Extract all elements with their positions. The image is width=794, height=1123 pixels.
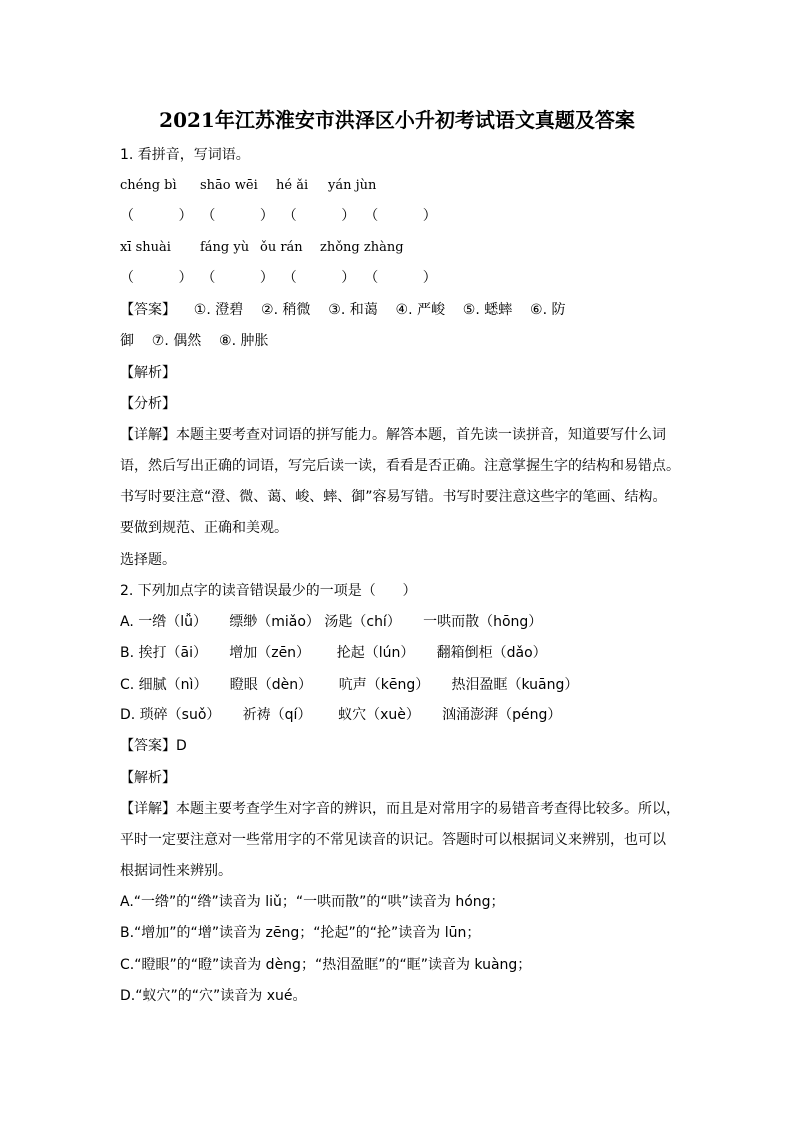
pinyin: yán jùn — [328, 178, 377, 193]
q2-stem: 2. 下列加点字的读音错误最少的一项是（ ） — [120, 583, 417, 599]
q2-detail-line: 根据词性来辨别。 — [120, 863, 232, 879]
q1-detail-line: 语，然后写出正确的词语，写完后读一读，看看是否正确。注意掌握生字的结构和易错点。 — [120, 458, 680, 474]
q2-option-a: A. 一绺（lǚ） 缥缈（miǎo） 汤匙（chí） 一哄而散（hōng） — [120, 614, 543, 630]
q1-detail-line: 要做到规范、正确和美观。 — [120, 520, 288, 536]
section-heading: 选择题。 — [120, 552, 176, 568]
q2-explanation-c: C.“瞪眼”的“瞪”读音为 dèng；“热泪盈眶”的“眶”读音为 kuàng； — [120, 957, 532, 973]
pinyin: hé ǎi — [276, 178, 309, 193]
pinyin: chéng bì — [120, 178, 177, 193]
document-title: 2021年江苏淮安市洪泽区小升初考试语文真题及答案 — [159, 108, 635, 132]
q2-option-b: B. 挨打（āi） 增加（zēn） 抡起（lún） 翻箱倒柜（dǎo） — [120, 645, 547, 661]
q1-blanks-row1: （ ） （ ） （ ） （ ） — [120, 208, 437, 224]
q1-stem: 1. 看拼音，写词语。 — [120, 147, 250, 163]
q1-fenxi-label: 【分析】 — [120, 396, 176, 412]
q2-explanation-a: A.“一绺”的“绺”读音为 liǔ；“一哄而散”的“哄”读音为 hóng； — [120, 894, 505, 910]
q1-answer: 【答案】 ①. 澄碧 ②. 稍微 ③. 和蔼 ④. 严峻 ⑤. 蟋蟀 ⑥. 防 — [120, 302, 566, 318]
q2-option-c: C. 细腻（nì） 瞪眼（dèn） 吭声（kēng） 热泪盈眶（kuāng） — [120, 677, 579, 693]
pinyin: ǒu rán — [260, 240, 303, 255]
q2-explanation-d: D.“蚁穴”的“穴”读音为 xué。 — [120, 988, 307, 1004]
q1-detail-line: 【详解】本题主要考查对词语的拼写能力。解答本题，首先读一读拼音，知道要写什么词 — [120, 427, 666, 443]
pinyin: shāo wēi — [200, 178, 258, 193]
pinyin: xī shuài — [120, 240, 171, 255]
q1-answer-cont: 御 ⑦. 偶然 ⑧. 肿胀 — [120, 333, 269, 349]
q2-detail-line: 【详解】本题主要考查学生对字音的辨识，而且是对常用字的易错音考查得比较多。所以， — [120, 801, 680, 817]
q1-detail-line: 书写时要注意“澄、微、蔼、峻、蟀、御”容易写错。书写时要注意这些字的笔画、结构。 — [120, 489, 667, 505]
q2-explanation-b: B.“增加”的“增”读音为 zēng；“抡起”的“抡”读音为 lūn； — [120, 925, 481, 941]
q1-blanks-row2: （ ） （ ） （ ） （ ） — [120, 270, 437, 286]
q2-answer: 【答案】D — [120, 738, 187, 754]
q2-detail-line: 平时一定要注意对一些常用字的不常见读音的识记。答题时可以根据词义来辨别，也可以 — [120, 832, 666, 848]
q1-pinyin-row1 — [120, 176, 376, 196]
q1-jiexi-label: 【解析】 — [120, 365, 176, 381]
q2-jiexi-label: 【解析】 — [120, 770, 176, 786]
pinyin: fáng yù — [200, 240, 250, 255]
q2-option-d: D. 琐碎（suǒ） 祈祷（qí） 蚁穴（xuè） 汹涌澎湃（péng） — [120, 707, 562, 723]
pinyin: zhǒng zhàng — [320, 240, 404, 255]
q1-pinyin-row2 — [120, 238, 404, 258]
